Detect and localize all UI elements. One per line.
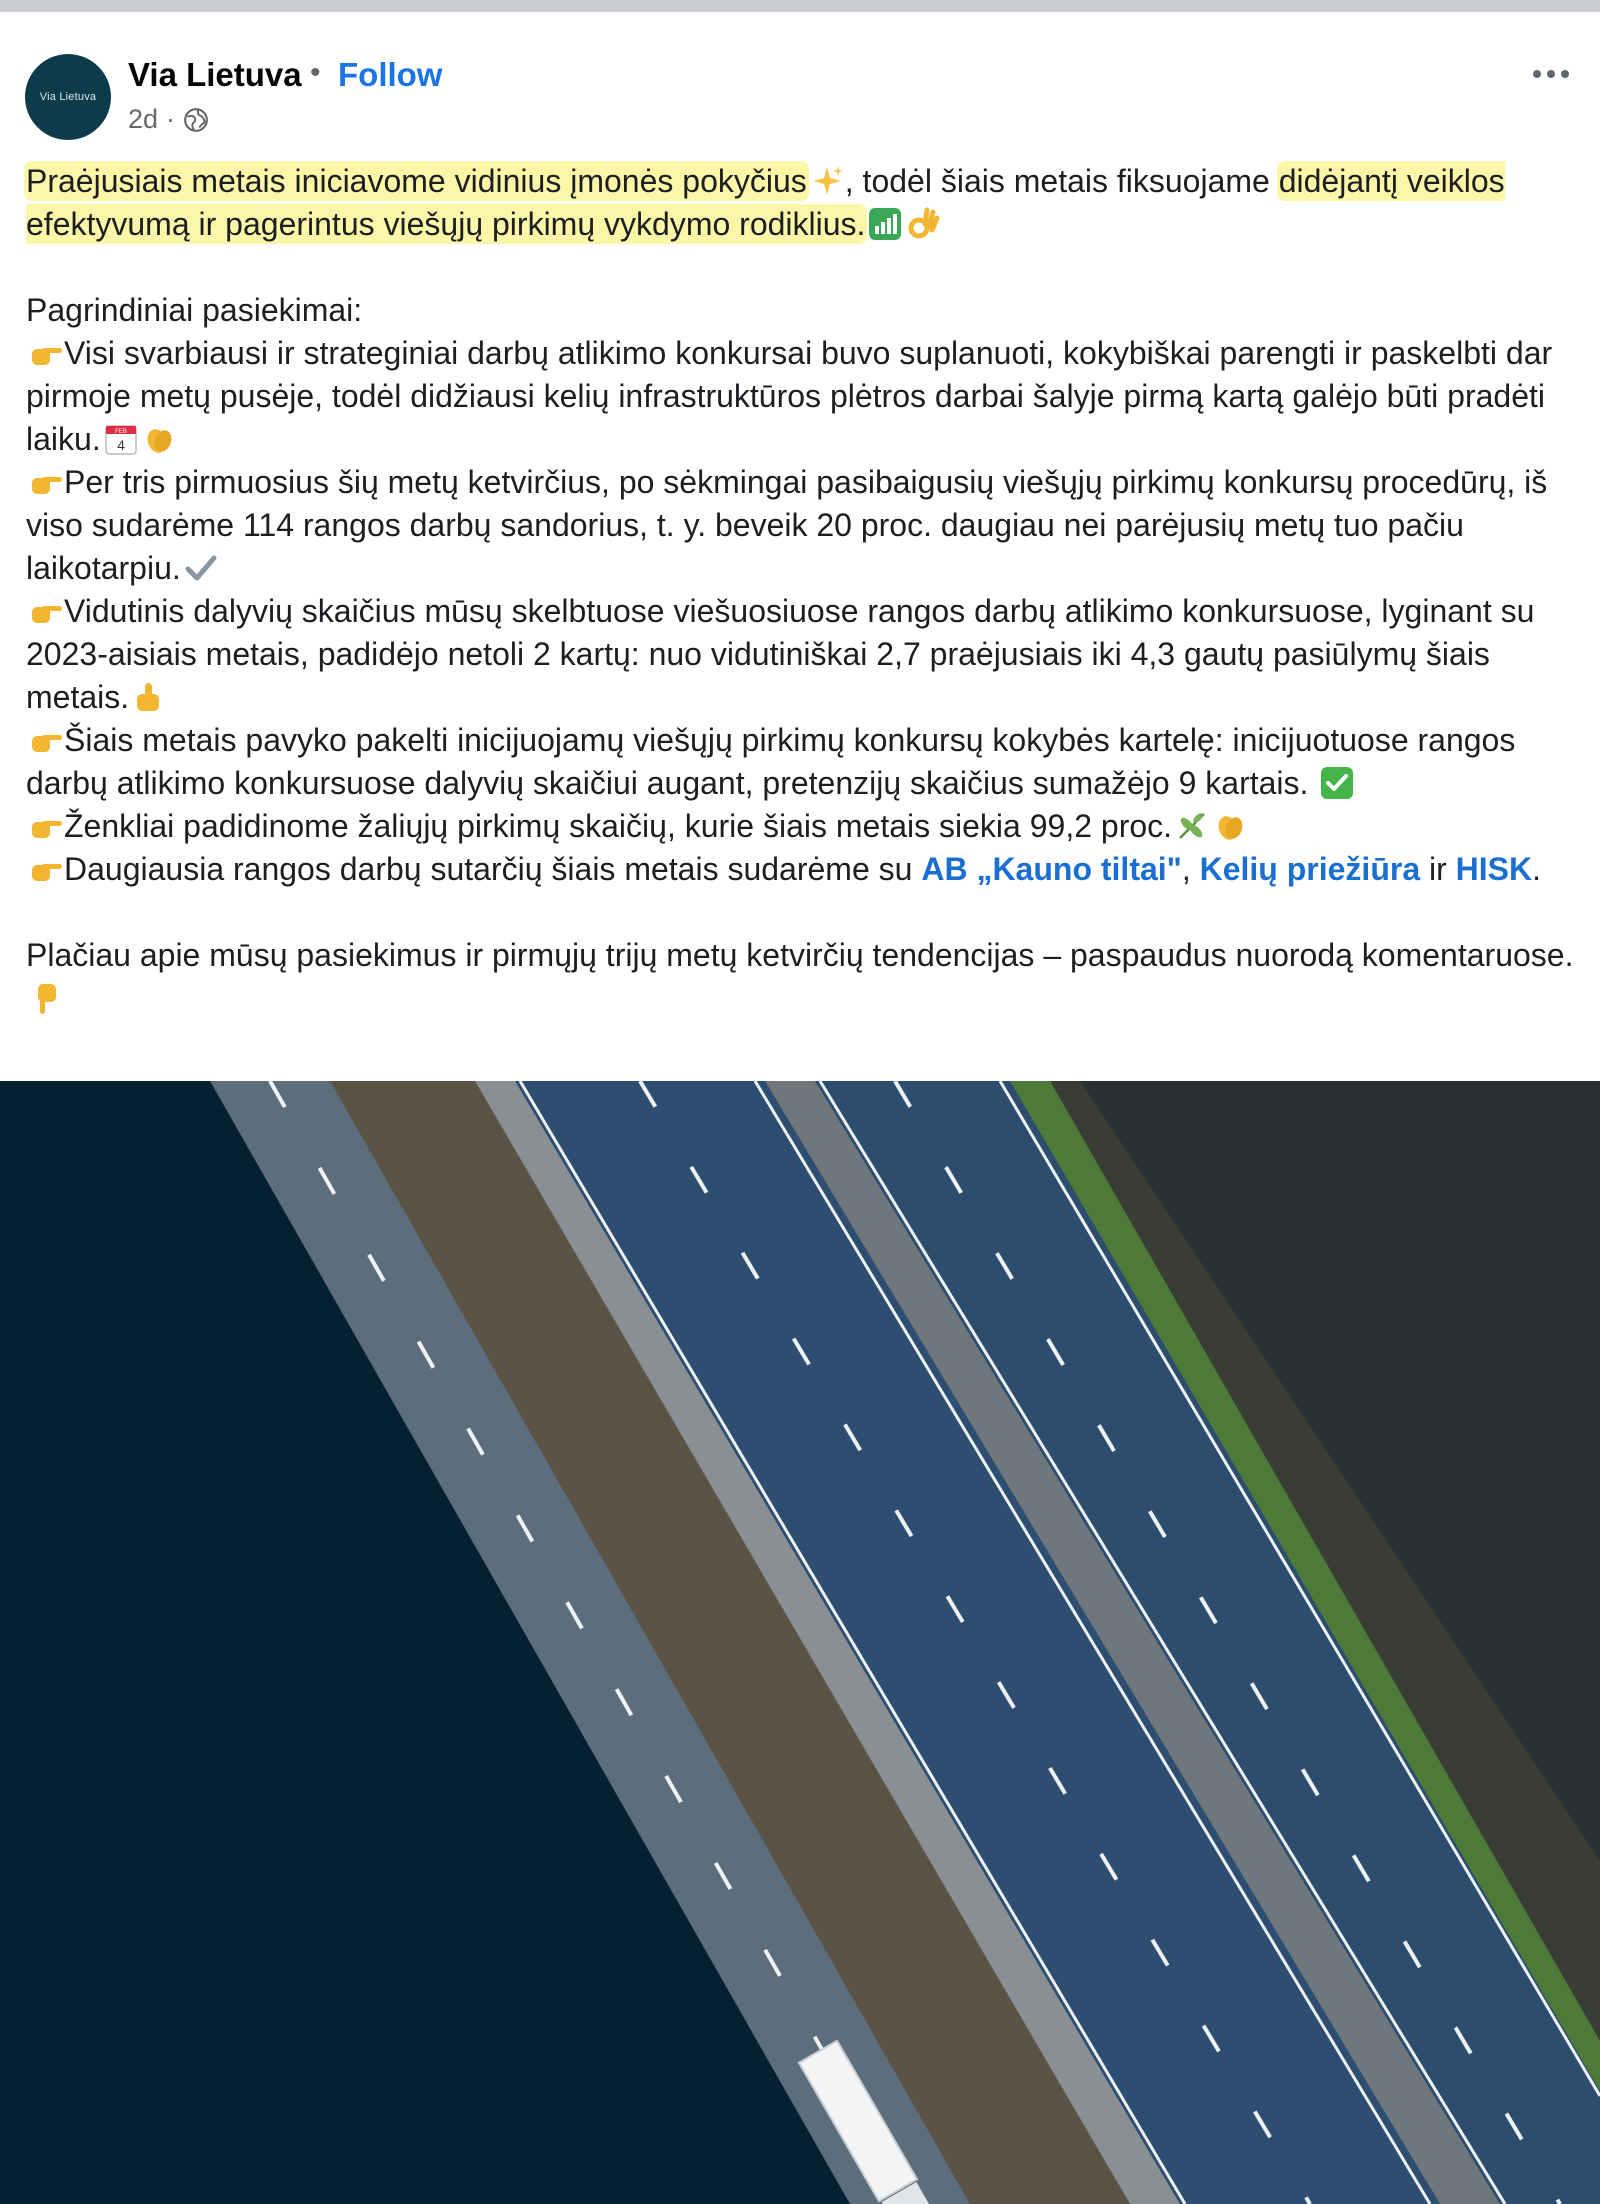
ok-hand-icon (905, 206, 941, 242)
clapping-hands-icon (141, 421, 177, 457)
follow-button[interactable]: Follow (338, 56, 443, 93)
pointing-right-icon (28, 464, 64, 500)
top-divider (0, 0, 1600, 12)
page-name[interactable]: Via Lietuva (128, 56, 302, 93)
highlight-2: didėjantį veiklos efektyvumą ir pagerintus viešųjų pirkimų vykdymo rodiklius. (26, 163, 1505, 242)
list-item: Visi svarbiausi ir strateginiai darbų atlikimo konkursai buvo suplanuoti, kokybiškai parengti ir paskelbti dar pirmoje metų pusėje, todėl didžiausi kelių infrastruktūros plėtros darbai šalyje pirmą kartą galėjo būti pradėti laiku. FEB 4 (26, 335, 1553, 457)
intro-paragraph (26, 160, 1576, 246)
svg-text:FEB: FEB (114, 429, 127, 435)
intro-middle: , todėl šiais metais fiksuojame (844, 163, 1279, 199)
tag-kauno-tiltai[interactable]: AB „Kauno tiltai" (921, 851, 1182, 887)
list-item: Vidutinis dalyvių skaičius mūsų skelbtuose viešuosiuose rangos darbų atlikimo konkursuose, lyginant su 2023-aisiais metais, padidėjo netoli 2 kartų: nuo vidutiniškai 2,7 praėjusiais iki 4,3 gautų pasiūlymų šiais metais. (26, 593, 1535, 715)
meta-separator: · (166, 104, 176, 134)
pointing-right-icon (28, 335, 64, 371)
name-separator: • (310, 56, 321, 89)
list-item: Šiais metais pavyko pakelti inicijuojamų viešųjų pirkimų konkursų kokybės kartelę: inicijuotuose rangos darbų atlikimo konkursuose dalyvių skaičiui augant, pretenzijų skaičius sumažėjo 9 kartais. (26, 722, 1516, 801)
sparkles-icon (809, 163, 845, 199)
clapping-hands-icon (1212, 808, 1248, 844)
svg-text:4: 4 (116, 437, 125, 453)
outro-paragraph: Plačiau apie mūsų pasiekimus ir pirmųjų trijų metų ketvirčių tendencijas – paspaudus nuorodą komentaruose. (26, 934, 1576, 1020)
pointing-right-icon (28, 722, 64, 758)
thumbs-up-icon (131, 679, 167, 715)
post-meta (128, 104, 209, 135)
bar-chart-icon (867, 206, 903, 242)
pointing-down-icon (28, 980, 64, 1016)
post-text (26, 160, 1576, 1020)
pointing-right-icon (28, 593, 64, 629)
pointing-right-icon (28, 808, 64, 844)
list-item: Per tris pirmuosius šių metų ketvirčius, po sėkmingai pasibaigusių viešųjų pirkimų konkursų procedūrų, iš viso sudarėme 114 rangos darbų sandorius, t. y. beveik 20 proc. daugiau nei parėjusių metų tuo pačiu laikotarpiu. (26, 464, 1548, 586)
list-item: Ženkliai padidinome žaliųjų pirkimų skaičių, kurie šiais metais siekia 99,2 proc. (26, 805, 1576, 848)
check-mark-icon (183, 550, 219, 586)
achievements-heading: Pagrindiniai pasiekimai: (26, 292, 363, 328)
list-item: Daugiausia rangos darbų sutarčių šiais metais sudarėme su AB „Kauno tiltai", Kelių priežiūra ir HISK. (26, 848, 1576, 891)
post-time[interactable]: 2d (128, 104, 159, 134)
herb-icon (1174, 808, 1210, 844)
post-photo-highway[interactable] (0, 1081, 1600, 2204)
check-box-icon (1319, 765, 1355, 801)
calendar-icon (103, 421, 139, 457)
pointing-right-icon (28, 851, 64, 887)
globe-icon (183, 107, 209, 133)
tag-keliu-prieziura[interactable]: Kelių priežiūra (1199, 851, 1421, 887)
more-options-icon[interactable] (1533, 62, 1577, 86)
avatar[interactable]: Via Lietuva (25, 54, 111, 140)
post-header (0, 12, 1600, 142)
highlight-1: Praėjusiais metais iniciavome vidinius įmonės pokyčius (26, 163, 807, 199)
tag-hisk[interactable]: HISK (1455, 851, 1533, 887)
